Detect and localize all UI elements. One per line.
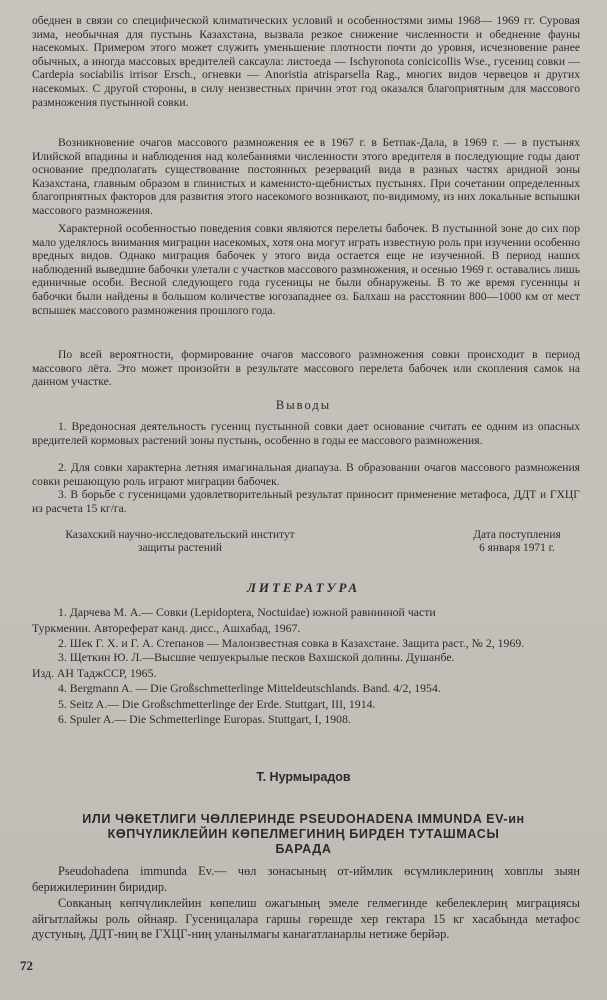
summary-paragraph-2: Совканың көпчүликлейин көпелиш ожагының эмеле гелмегинде кебелеклериң миграциясы айгытлайжы роль ойнаяр. Гусеницалара гаршы гөрешде хер гектара 15 кг хасабында метафос дустуның, ДДТ-ниң ве ГХЦГ-ниң уланылмагы канагатланарлы нетиже берйәр. [32,896,580,942]
reference-6: 6. Spuler A.— Die Schmetterlinge Europas. Stuttgart, I, 1908. [58,712,351,726]
summary-title-line-1: ИЛИ ЧӨКЕТЛИГИ ЧӨЛЛЕРИНДЕ PSEUDOHADENA IMMUNDA EV-ин [82,812,525,826]
reference-1-line-1: 1. Дарчева М. А.— Совки (Lepidoptera, Noctuidae) южной равнинной части [58,605,436,619]
reference-1-line-2: Туркмении. Автореферат канд. дисс., Ашхабад, 1967. [32,620,301,635]
received-date: 6 января 1971 г. [479,542,555,554]
reference-4: 4. Bergmann A. — Die Großschmetterlinge Mitteldeutschlands. Band. 4/2, 1954. [58,681,441,695]
institute-line-2: защиты растений [137,542,223,554]
reference-3 [32,650,580,666]
intro-paragraph-4: По всей вероятности, формирование очагов массового размножения совки происходит в период массового лёта. Это может произойти в результате массового перелета бабочек или скопления самок на данном участке. [32,348,580,389]
intro-paragraph-3: Характерной особенностью поведения совки являются перелеты бабочек. В пустынной зоне до сих пор мало уделялось внимания миграции насекомых, хотя она могут играть известную роль при изучении особенно вредных видов. Однако миграция бабочек у этого вида остается еще не изученной. В период наших наблюдений выведшие бабочки улетали с участков массового размножения, и осенью 1969 г. оставались лишь единичные особи. Весной следующего года гусеницы не были обнаружены. В то же время гусеницы и бабочки были найдены в большом количестве югозападнее оз. Балхаш на расстоянии 800—1000 км от мест вспышек массового размножения прошлого года. [32,222,580,317]
received-date-block [452,529,582,555]
conclusion-2: 2. Для совки характерна летняя имагинальная диапауза. В образовании очагов массового размножения совки решающую роль играют миграции бабочек. [32,461,580,488]
summary-paragraph-1: Pseudohadena immunda Ev.— чөл зонасының от-иймлик өсүмликлериниң ховплы зыян берижилеринин биридир. [32,864,580,894]
reference-3-line-1: 3. Щеткин Ю. Л.—Высшие чешуекрылые песков Вахшской долины. Душанбе. [58,650,455,664]
conclusions-heading: Выводы [275,398,332,412]
reference-3-cont [32,666,580,682]
references-list [32,605,580,728]
institute-line-1: Казахский научно-исследовательский институт [65,529,295,541]
summary-author: Т. Нурмырадов [256,770,351,784]
reference-5: 5. Seitz A.— Die Großschmetterlinge der Erde. Stuttgart, III, 1914. [58,696,376,711]
reference-3-line-2: Изд. АН ТаджССР, 1965. [32,665,157,680]
summary-title-line-2: КӨПЧҮЛИКЛЕЙИН КӨПЕЛМЕГИНИҢ БИРДЕН ТУТАШМАСЫ [107,827,500,841]
intro-paragraph-2: Возникновение очагов массового размножения ее в 1967 г. в Бетпак-Дала, в 1969 г. — в пустынях Илийской впадины и наблюдения над колебаниями численности этого вредителя в последующие годы дают основание предполагать существование постоянных резерваций вида в разных частях аридной зоны Казахстана, главным образом в глинистых и каменисто-щебнистых пустынях. При сочетании определенных благоприятных факторов для развития этого насекомого возникают, по-видимому, из них локальные вспышки массового размножения. [32,136,580,217]
reference-1 [32,605,580,621]
conclusion-3: 3. В борьбе с гусеницами удовлетворительный результат приносит применение метафоса, ДДТ и ГХЦГ из расчета 15 кг/га. [32,488,580,515]
reference-1-cont [32,621,580,637]
page-number: 72 [20,958,33,973]
summary-title-line-3: БАРАДА [275,842,332,856]
received-label: Дата поступления [473,529,561,541]
reference-2: 2. Шек Г. Х. и Г. А. Степанов — Малоизвестная совка в Казахстане. Защита раст., № 2, 1969. [58,636,525,650]
intro-paragraph-1: обеднен в связи со специфической климатических условий и особенностями зимы 1968— 1969 гг. Суровая зима, необычная для пустынь Казахстана, вызвала резкое снижение численности и обеднение фауны насекомых. Примером этого может служить уменьшение плотности почти до уровня, исчезновение ранее обычных, а иногда массовых вредителей саксаула: листоеда — Ischyronota conicicollis Wse., гусениц совки — Cardepia sociabilis irrisor Ersch., огневки — Anoristia atrisparsella Rag., многих видов червецов и других насекомых. С другой стороны, в силу неизвестных причин этот год оказался благоприятным для массового размножения пустынной совки. [32,14,580,109]
conclusion-1: 1. Вредоносная деятельность гусениц пустынной совки дает основание считать ее одним из опасных вредителей кормовых растений зоны пустынь, особенно в годы ее массового размножения. [32,420,580,447]
references-heading: ЛИТЕРАТУРА [246,580,361,595]
institute-block [50,529,310,555]
summary-title [0,812,607,857]
